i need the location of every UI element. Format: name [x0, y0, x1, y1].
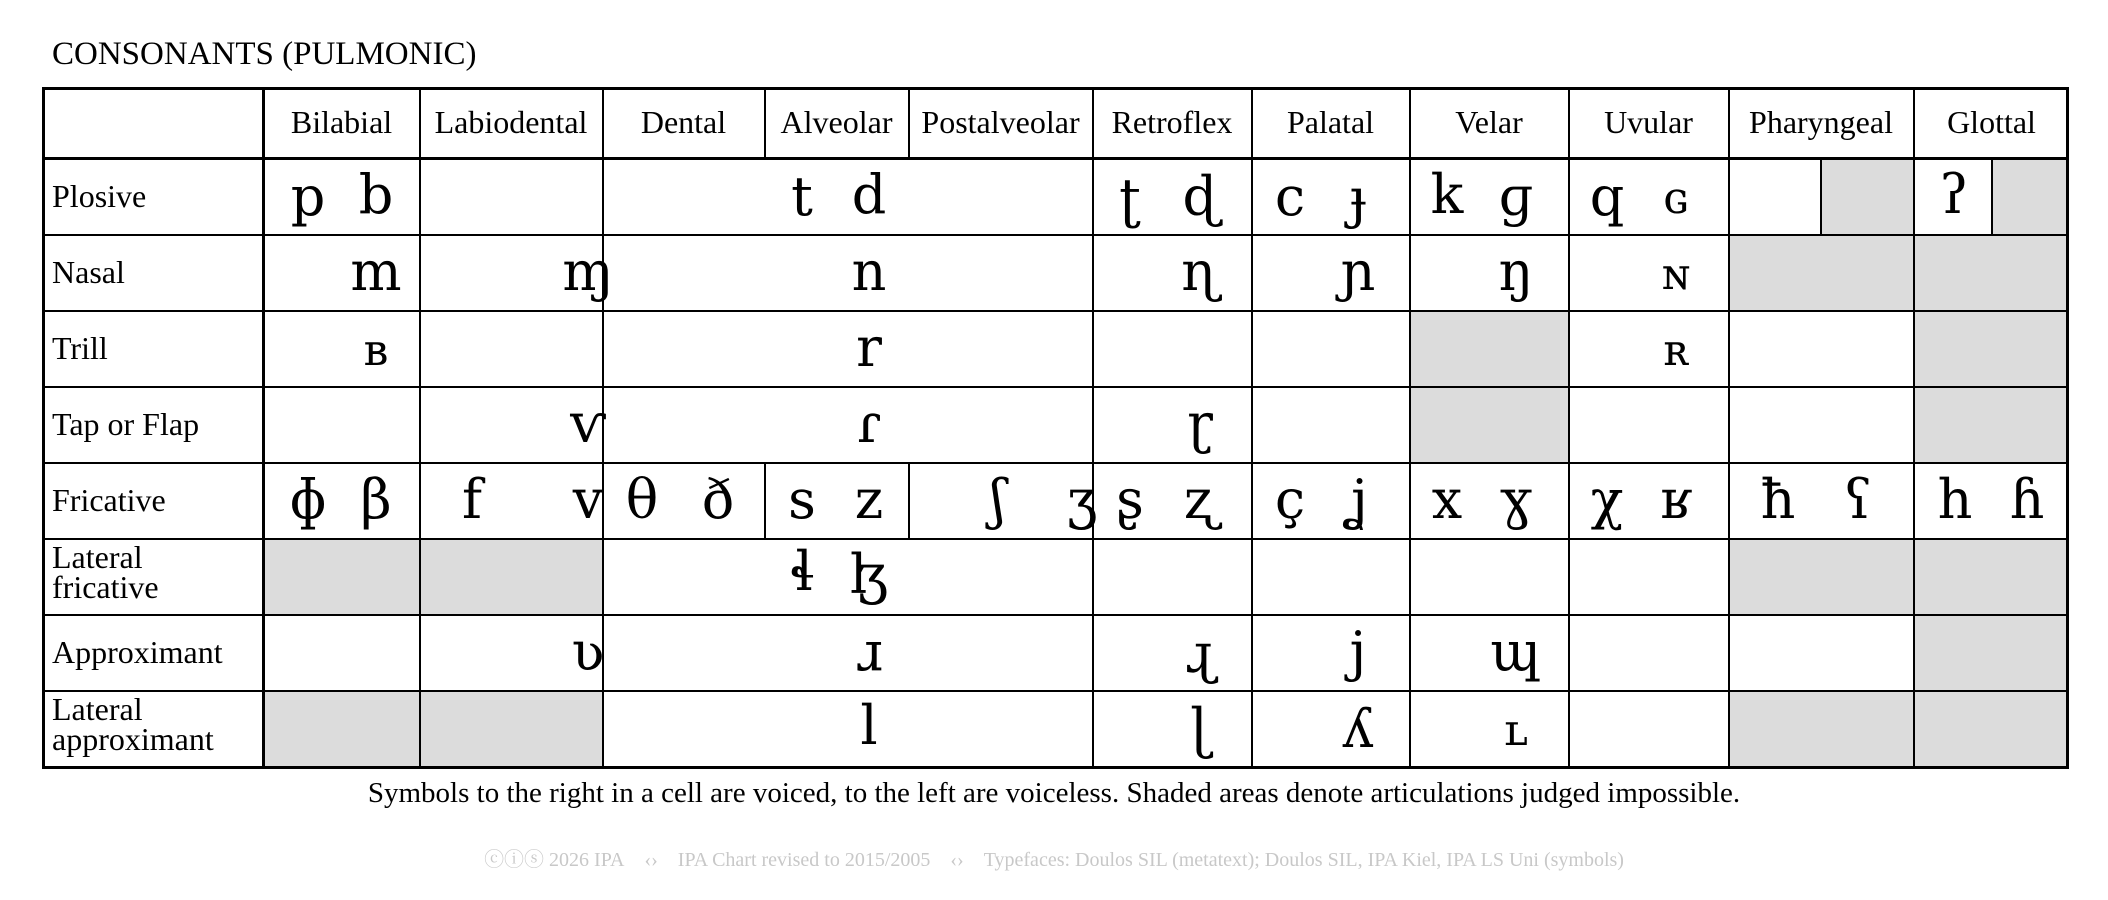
- row-header-plosive: Plosive: [52, 178, 147, 214]
- ipa-symbol: h: [1937, 468, 1973, 531]
- row-header-tap-or-flap: Tap or Flap: [52, 406, 200, 442]
- chart-title: CONSONANTS (PULMONIC): [52, 36, 477, 72]
- ipa-symbol: ɢ: [1663, 173, 1689, 224]
- ipa-symbol: b: [358, 163, 394, 226]
- ipa-symbol: ɻ: [1185, 622, 1215, 685]
- ipa-symbol: m: [350, 240, 402, 303]
- col-header-pharyngeal: Pharyngeal: [1749, 104, 1893, 140]
- ipa-symbol: ʋ: [571, 620, 605, 683]
- ipa-symbol: ⱱ: [570, 392, 606, 455]
- ipa-symbol: ɴ: [1661, 249, 1691, 300]
- col-header-palatal: Palatal: [1286, 104, 1375, 140]
- separator: ‹›: [644, 849, 658, 871]
- row-header-fricative: Fricative: [52, 482, 166, 518]
- ipa-symbol: ʐ: [1183, 468, 1217, 531]
- ipa-symbol: ɸ: [289, 468, 327, 531]
- ipa-symbol: ɮ: [849, 543, 889, 606]
- ipa-symbol: d: [851, 163, 887, 226]
- ipa-symbol: x: [1431, 468, 1463, 531]
- ipa-symbol: ɳ: [1181, 240, 1219, 303]
- ipa-symbol: j: [1349, 620, 1367, 683]
- ipa-symbol: c: [1274, 165, 1306, 228]
- ipa-symbol: ŋ: [1498, 240, 1534, 303]
- row-header-trill: Trill: [52, 330, 108, 366]
- separator: ‹›: [950, 849, 964, 871]
- ipa-symbol: ʕ: [1843, 468, 1873, 531]
- typefaces-text: Typefaces: Doulos SIL (metatext); Doulos SIL, IPA Kiel, IPA LS Uni (symbols): [983, 849, 1624, 871]
- ipa-symbol: ɣ: [1499, 468, 1533, 531]
- ipa-symbol: ʝ: [1348, 468, 1368, 531]
- ipa-symbol: ɬ: [789, 540, 815, 603]
- consonant-chart: [42, 87, 2069, 769]
- ipa-symbol: χ: [1590, 468, 1624, 531]
- ipa-symbol: ʀ: [1663, 325, 1689, 376]
- col-header-retroflex: Retroflex: [1111, 104, 1233, 140]
- ipa-symbol: ɖ: [1182, 165, 1218, 228]
- ipa-symbol: ç: [1274, 468, 1306, 531]
- col-header-velar: Velar: [1455, 104, 1523, 140]
- ipa-symbol: ʒ: [1066, 468, 1098, 531]
- ipa-symbol: ɾ: [856, 392, 882, 455]
- ipa-symbol: ɭ: [1190, 697, 1210, 760]
- ipa-symbol: ɰ: [1490, 620, 1542, 683]
- ipa-symbol: l: [860, 694, 878, 757]
- ipa-symbol: ʈ: [1119, 167, 1141, 230]
- ipa-symbol: n: [851, 240, 887, 303]
- revision-text: IPA Chart revised to 2015/2005: [677, 849, 931, 871]
- ipa-symbol: r: [856, 316, 882, 379]
- ipa-symbol: ʁ: [1660, 468, 1692, 531]
- ipa-symbol: ð: [701, 468, 735, 531]
- ipa-symbol: ɽ: [1187, 392, 1213, 455]
- col-header-bilabial: Bilabial: [290, 104, 393, 140]
- ipa-symbol: q: [1589, 165, 1625, 228]
- ipa-symbol: ɡ: [1498, 165, 1534, 228]
- ipa-symbol: v: [572, 468, 604, 531]
- ipa-symbol: ʂ: [1116, 468, 1144, 531]
- row-header-approximant: Approximant: [52, 634, 223, 670]
- col-header-postalveolar: Postalveolar: [921, 104, 1080, 140]
- ipa-symbol: s: [788, 468, 816, 531]
- ipa-symbol: β: [360, 468, 392, 531]
- credits-line: [0, 843, 2108, 872]
- chart-footnote: Symbols to the right in a cell are voiced, to the left are voiceless. Shaded areas denote articulations judged impossible.: [367, 777, 1741, 809]
- ipa-symbol: ʎ: [1342, 697, 1374, 760]
- ipa-symbol: ɱ: [562, 240, 614, 303]
- ipa-symbol: k: [1430, 163, 1464, 226]
- col-header-labiodental: Labiodental: [434, 104, 588, 140]
- ipa-symbol: ɟ: [1349, 167, 1367, 230]
- ipa-symbol: ʙ: [363, 325, 389, 376]
- license-text: ⓒⓘⓢ 2026 IPA: [484, 849, 625, 871]
- ipa-symbol: ɦ: [2009, 468, 2045, 531]
- ipa-symbol: p: [290, 165, 326, 228]
- ipa-symbol: ʔ: [1939, 163, 1969, 226]
- ipa-symbol: θ: [625, 468, 659, 531]
- ipa-symbol: z: [854, 468, 884, 531]
- ipa-symbol: ɲ: [1340, 240, 1376, 303]
- ipa-symbol: f: [462, 468, 482, 531]
- ipa-symbol: ħ: [1760, 468, 1796, 531]
- row-header-lateral-fricative: Lateral fricative: [52, 539, 159, 605]
- row-header-nasal: Nasal: [52, 254, 125, 290]
- col-header-glottal: Glottal: [1947, 104, 2036, 140]
- ipa-symbol: ʟ: [1504, 705, 1528, 756]
- ipa-symbol: ɹ: [855, 620, 883, 683]
- col-header-uvular: Uvular: [1604, 104, 1693, 140]
- col-header-alveolar: Alveolar: [780, 104, 893, 140]
- row-header-lateral-approximant: Lateral approximant: [52, 691, 214, 757]
- col-header-dental: Dental: [640, 104, 727, 140]
- ipa-symbol: ʃ: [990, 468, 1006, 531]
- ipa-symbol: t: [791, 165, 813, 228]
